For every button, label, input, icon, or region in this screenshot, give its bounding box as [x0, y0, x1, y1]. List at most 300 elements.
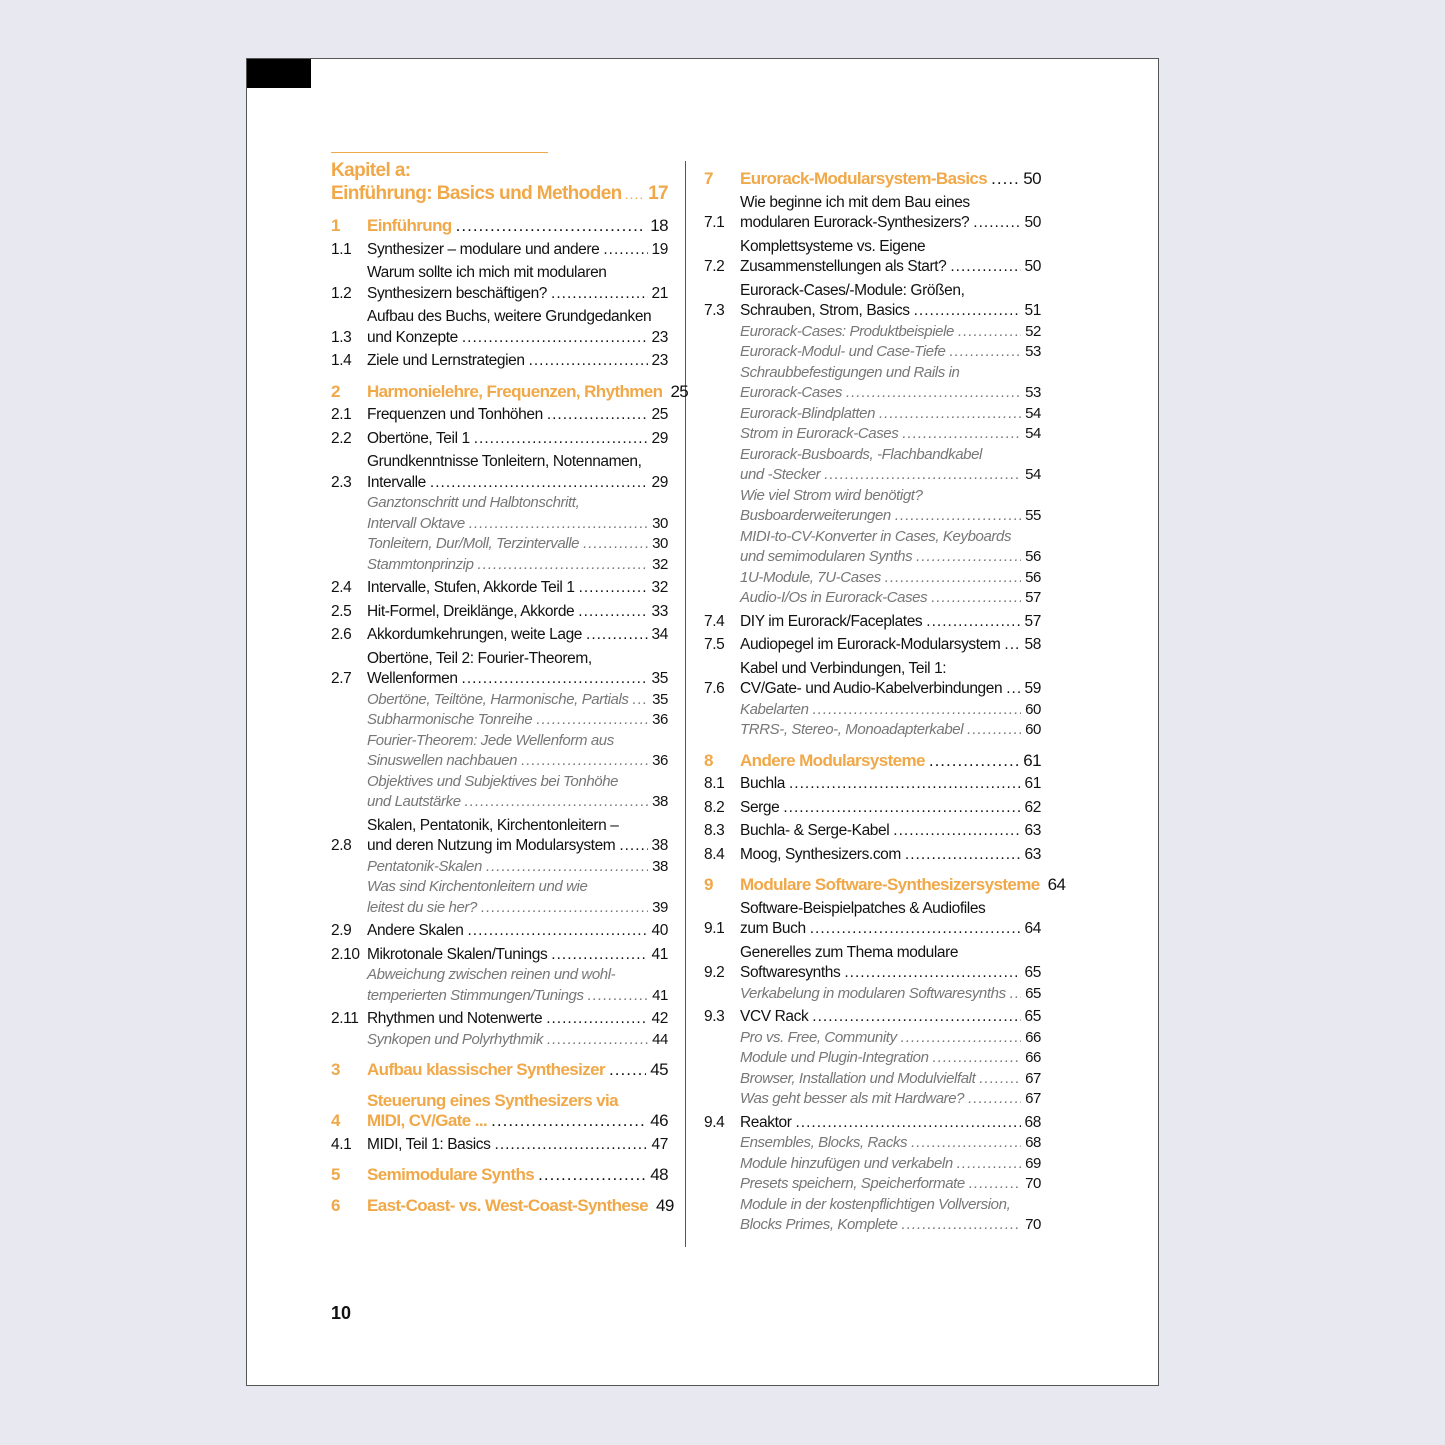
toc-entry-number: 2.10: [331, 945, 360, 963]
dot-leader: [957, 1154, 1021, 1175]
toc-entry-page: 60: [1025, 700, 1041, 718]
toc-entry-page: 66: [1025, 1049, 1041, 1066]
dot-leader: [968, 1089, 1021, 1110]
toc-entry: [704, 342, 1041, 363]
toc-entry: [704, 1028, 1041, 1049]
toc-entry-page: 50: [1024, 214, 1041, 231]
dot-leader: [547, 1030, 648, 1051]
toc-entry: [704, 720, 1041, 741]
toc-entry: [704, 798, 1041, 819]
toc-entry-page: 29: [651, 473, 668, 491]
toc-entry-title: und semimodularen Synths: [740, 548, 913, 565]
dot-leader: [495, 1135, 648, 1156]
toc-entry-title: Module in der kostenpflichtigen Vollversion,: [740, 1195, 1011, 1213]
toc-entry-page: 56: [1025, 548, 1041, 565]
dot-leader: [538, 1165, 646, 1186]
toc-entry-title: Eurorack-Modul- und Case-Tiefe: [740, 343, 946, 360]
toc-entry-title: Kabelarten: [740, 700, 809, 718]
dot-leader: [846, 383, 1021, 404]
dot-leader: [901, 1028, 1021, 1049]
toc-entry-number: 7.5: [704, 636, 725, 653]
toc-entry-number: 9.1: [704, 920, 725, 937]
toc-entry-page: 41: [652, 986, 668, 1004]
toc-entry: [704, 322, 1041, 343]
toc-entry: [331, 877, 668, 918]
dot-leader: [916, 547, 1021, 568]
toc-entry-title: Einführung: [367, 216, 452, 235]
toc-entry-number: 9.2: [704, 964, 725, 981]
toc-entry-number: 4: [331, 1111, 340, 1130]
toc-entry-page: 46: [650, 1111, 668, 1130]
dot-leader: [824, 465, 1021, 486]
toc-entry-number: 7: [704, 169, 713, 188]
toc-entry-number: 2.5: [331, 602, 352, 620]
toc-entry-page: 66: [1025, 1028, 1041, 1046]
dot-leader: [469, 514, 648, 535]
toc-entry-title: Harmonielehre, Frequenzen, Rhythmen: [367, 381, 663, 401]
dot-leader: [579, 578, 648, 599]
toc-left-entries: [331, 216, 689, 1216]
dot-leader: [456, 216, 647, 237]
toc-entry-page: 65: [1024, 964, 1041, 981]
toc-entry: [704, 588, 1041, 609]
toc-entry-page: 54: [1025, 466, 1041, 483]
dot-leader: [969, 1174, 1021, 1195]
toc-entry: [331, 405, 668, 426]
toc-entry-title: Modulare Software-Synthesizersysteme: [740, 875, 1040, 894]
toc-entry-page: 21: [651, 284, 668, 302]
toc-entry-title: Generelles zum Thema modulare: [740, 943, 959, 961]
toc-entry-title: MIDI, CV/Gate ...: [367, 1111, 488, 1130]
toc-entry-page: 62: [1024, 798, 1041, 816]
toc-entry-title: und -Stecker: [740, 466, 821, 483]
dot-leader: [926, 612, 1020, 633]
toc-entry-title: Steuerung eines Synthesizers via: [367, 1090, 619, 1110]
toc-entry-title: Aufbau klassischer Synthesizer: [367, 1060, 606, 1079]
toc-entry-page: 48: [650, 1165, 668, 1184]
toc-entry-number: 8.2: [704, 798, 725, 816]
toc-entry-title: Semimodulare Synths: [367, 1165, 535, 1184]
toc-entry-title: Eurorack-Cases: [740, 384, 842, 401]
dot-leader: [958, 322, 1021, 343]
toc-entry: [704, 774, 1041, 795]
page-number: 10: [331, 1303, 352, 1323]
toc-entry: [704, 984, 1041, 1005]
toc-entry-title: Andere Skalen: [367, 922, 464, 939]
toc-entry-page: 50: [1024, 258, 1041, 275]
toc-entry-title: 1U-Module, 7U-Cases: [740, 568, 881, 586]
dot-leader: [950, 257, 1020, 278]
toc-entry-title: Eurorack-Cases/-Module: Größen,: [740, 281, 965, 299]
toc-entry: [331, 240, 668, 261]
toc-entry-number: 8.3: [704, 822, 725, 839]
toc-entry-page: 36: [652, 752, 668, 769]
toc-entry: [704, 169, 1041, 190]
toc-entry: [704, 635, 1041, 656]
toc-entry-page: 50: [1023, 169, 1041, 188]
toc-entry-page: 45: [650, 1060, 668, 1079]
toc-entry: [331, 1165, 668, 1186]
toc-entry-page: 42: [651, 1010, 668, 1027]
chapter-heading-line2: Einführung: Basics und Methoden: [331, 183, 622, 204]
toc-entry-page: 69: [1025, 1154, 1041, 1172]
toc-entry-title: Was sind Kirchentonleitern und wie: [367, 878, 588, 895]
toc-entry-title: Module und Plugin-Integration: [740, 1049, 929, 1066]
toc-entry-title: Eurorack-Blindplatten: [740, 404, 876, 422]
dot-leader: [583, 534, 648, 555]
toc-entry-title: Obertöne, Teil 1: [367, 429, 470, 447]
toc-entry: [331, 857, 668, 878]
toc-entry-number: 5: [331, 1165, 340, 1184]
toc-entry-title: Rhythmen und Notenwerte: [367, 1010, 543, 1027]
dot-leader: [586, 625, 648, 646]
dot-leader: [486, 857, 648, 878]
toc-entry-title: East-Coast- vs. West-Coast-Synthese: [367, 1195, 648, 1215]
toc-entry-title: Grundkenntnisse Tonleitern, Notennamen,: [367, 453, 642, 470]
toc-entry: [704, 700, 1041, 721]
dot-leader: [536, 710, 648, 731]
toc-entry-page: 64: [1024, 920, 1041, 937]
toc-entry-page: 70: [1025, 1216, 1041, 1233]
toc-entry-page: 65: [1025, 984, 1041, 1002]
toc-entry-title: Sinuswellen nachbauen: [367, 752, 518, 769]
dot-leader: [931, 588, 1021, 609]
toc-entry: [704, 612, 1041, 633]
chapter-heading-page: 17: [648, 183, 668, 204]
dot-leader: [619, 836, 647, 857]
dot-leader: [551, 284, 648, 305]
toc-entry-title: MIDI, Teil 1: Basics: [367, 1135, 491, 1153]
toc-entry-page: 64: [1047, 875, 1066, 894]
toc-entry-number: 1.4: [331, 352, 352, 369]
toc-entry-title: Fourier-Theorem: Jede Wellenform aus: [367, 731, 614, 749]
toc-entry-title: Wellenformen: [367, 670, 458, 687]
dot-leader: [795, 1113, 1020, 1134]
toc-entry-title: Eurorack-Cases: Produktbeispiele: [740, 322, 954, 340]
toc-entry-title: Serge: [740, 798, 780, 816]
toc-entry-title: und deren Nutzung im Modularsystem: [367, 837, 616, 854]
toc-entry-title: Presets speichern, Speicherformate: [740, 1175, 965, 1192]
toc-entry: [331, 710, 668, 731]
toc-entry-page: 49: [656, 1195, 674, 1215]
toc-entry-title: Blocks Primes, Komplete: [740, 1216, 898, 1233]
toc-entry-title: Audio-I/Os in Eurorack-Cases: [740, 589, 928, 606]
toc-entry-page: 41: [651, 945, 668, 963]
toc-entry-page: 70: [1025, 1175, 1041, 1192]
dot-leader: [885, 568, 1021, 589]
toc-entry-title: Warum sollte ich mich mit modularen: [367, 264, 607, 281]
toc-entry-number: 2.9: [331, 922, 352, 939]
toc-left-column: [331, 159, 689, 1218]
toc-entry-page: 59: [1024, 680, 1041, 697]
dot-leader: [879, 404, 1021, 425]
toc-entry-page: 25: [670, 381, 689, 401]
dot-leader: [462, 669, 648, 690]
toc-entry-title: Verkabelung in modularen Softwaresynths: [740, 984, 1006, 1002]
toc-entry-page: 67: [1025, 1090, 1041, 1107]
toc-entry-title: Was geht besser als mit Hardware?: [740, 1090, 965, 1107]
toc-entry-number: 1: [331, 216, 340, 235]
toc-entry-page: 63: [1024, 822, 1041, 839]
toc-entry: [331, 1091, 668, 1132]
toc-entry-number: 2.7: [331, 670, 352, 687]
toc-entry-page: 32: [651, 579, 668, 596]
book-page: [246, 58, 1159, 1386]
dot-leader: [949, 342, 1021, 363]
toc-entry-page: 29: [651, 429, 668, 447]
toc-entry-page: 36: [652, 711, 668, 728]
toc-entry: [704, 237, 1041, 278]
toc-entry: [704, 1007, 1041, 1028]
dot-leader: [481, 898, 648, 919]
toc-entry-page: 35: [652, 690, 668, 708]
toc-entry-title: Aufbau des Buchs, weitere Grundgedanken: [367, 308, 652, 325]
dot-leader: [551, 945, 647, 966]
toc-entry-title: Obertöne, Teiltöne, Harmonische, Partials: [367, 690, 629, 708]
toc-entry-page: 68: [1024, 1113, 1041, 1131]
toc-entry-title: Abweichung zwischen reinen und wohl-: [367, 966, 616, 983]
dot-leader: [783, 798, 1020, 819]
dot-leader: [929, 751, 1019, 772]
toc-entry-page: 61: [1023, 750, 1041, 770]
dot-leader: [609, 1060, 646, 1081]
toc-entry: [331, 493, 668, 534]
toc-entry-title: Hit-Formel, Dreiklänge, Akkorde: [367, 602, 575, 620]
toc-entry: [331, 816, 668, 857]
toc-entry-title: Skalen, Pentatonik, Kirchentonleitern –: [367, 816, 619, 834]
toc-entry-title: VCV Rack: [740, 1008, 809, 1025]
toc-entry-title: Ganztonschritt und Halbtonschritt,: [367, 494, 580, 511]
toc-entry-number: 2: [331, 381, 340, 401]
dot-leader: [911, 1133, 1021, 1154]
toc-entry-title: Frequenzen und Tonhöhen: [367, 406, 543, 423]
toc-entry-page: 61: [1024, 775, 1041, 792]
toc-entry-number: 2.8: [331, 837, 352, 854]
toc-right-entries: [704, 169, 1066, 1236]
toc-entry: [704, 445, 1041, 486]
toc-entry-page: 54: [1025, 404, 1041, 422]
toc-entry-title: MIDI-to-CV-Konverter in Cases, Keyboards: [740, 527, 1012, 545]
dot-leader: [1010, 984, 1021, 1005]
toc-entry-page: 18: [650, 216, 668, 235]
toc-entry: [331, 1135, 668, 1156]
toc-entry-number: 9: [704, 875, 713, 894]
dot-leader: [547, 405, 648, 426]
toc-entry: [704, 1113, 1041, 1134]
toc-entry: [331, 1030, 668, 1051]
toc-entry-number: 1.3: [331, 328, 352, 346]
dot-leader: [812, 1007, 1020, 1028]
toc-entry-number: 2.4: [331, 579, 352, 596]
toc-entry-page: 60: [1025, 721, 1041, 738]
toc-entry-number: 9.3: [704, 1008, 725, 1025]
toc-entry: [331, 772, 668, 813]
toc-entry-page: 53: [1025, 384, 1041, 401]
toc-entry: [331, 649, 668, 690]
toc-entry: [704, 1195, 1041, 1236]
toc-entry-title: Intervalle, Stufen, Akkorde Teil 1: [367, 579, 575, 596]
dot-leader: [1006, 679, 1020, 700]
dot-leader: [478, 555, 648, 576]
dot-leader: [979, 1069, 1021, 1090]
toc-entry-number: 4.1: [331, 1135, 352, 1153]
toc-entry-page: 30: [652, 535, 668, 552]
dot-leader: [844, 963, 1020, 984]
toc-entry-page: 65: [1024, 1008, 1041, 1025]
toc-entry-title: und Lautstärke: [367, 793, 461, 810]
toc-entry-number: 6: [331, 1195, 340, 1215]
toc-entry-title: Zusammenstellungen als Start?: [740, 258, 947, 275]
dot-leader: [474, 429, 648, 450]
toc-entry-title: Wie beginne ich mit dem Bau eines: [740, 193, 970, 211]
dot-leader: [430, 473, 648, 494]
toc-entry-page: 32: [652, 555, 668, 573]
toc-entry: [704, 193, 1041, 234]
dot-leader: [902, 424, 1021, 445]
toc-entry: [331, 429, 668, 450]
toc-entry-title: temperierten Stimmungen/Tunings: [367, 986, 584, 1004]
dot-leader: [467, 921, 647, 942]
toc-entry: [331, 1060, 668, 1081]
toc-entry-title: Intervalle: [367, 473, 426, 491]
toc-entry: [704, 1089, 1041, 1110]
toc-entry: [704, 568, 1041, 589]
toc-entry-title: Pro vs. Free, Community: [740, 1028, 897, 1046]
toc-entry-page: 68: [1025, 1134, 1041, 1151]
dot-leader: [529, 351, 648, 372]
toc-entry-title: Synthesizer – modulare und andere: [367, 240, 600, 258]
toc-entry-page: 40: [651, 922, 668, 939]
toc-entry: [331, 216, 668, 237]
toc-entry-title: Busboarderweiterungen: [740, 507, 891, 524]
toc-entry-number: 2.2: [331, 429, 352, 447]
column-divider: [685, 161, 686, 1247]
toc-entry: [704, 751, 1041, 772]
toc-entry-number: 2.1: [331, 406, 352, 423]
toc-entry-title: Stammtonprinzip: [367, 555, 474, 573]
chapter-heading: [331, 159, 668, 206]
toc-entry-title: Moog, Synthesizers.com: [740, 845, 901, 863]
toc-entry: [704, 1133, 1041, 1154]
toc-entry: [704, 1069, 1041, 1090]
toc-entry-title: Synkopen und Polyrhythmik: [367, 1030, 543, 1048]
toc-entry-title: Andere Modularsysteme: [740, 750, 925, 770]
toc-entry-title: Buchla- & Serge-Kabel: [740, 822, 890, 839]
toc-entry-title: Pentatonik-Skalen: [367, 857, 482, 875]
dot-leader: [902, 1215, 1021, 1236]
toc-entry: [704, 363, 1041, 404]
toc-entry-title: und Konzepte: [367, 328, 458, 346]
toc-entry-number: 2.11: [331, 1010, 359, 1027]
toc-entry-number: 1.2: [331, 284, 352, 302]
toc-entry-title: Schraubbefestigungen und Rails in: [740, 363, 960, 381]
toc-entry-title: Objektives und Subjektives bei Tonhöhe: [367, 772, 619, 790]
toc-entry: [704, 1154, 1041, 1175]
toc-entry-page: 25: [651, 406, 668, 423]
toc-entry-page: 30: [652, 514, 668, 532]
dot-leader: [521, 751, 648, 772]
dot-leader: [578, 602, 647, 623]
toc-entry-title: Komplettsysteme vs. Eigene: [740, 237, 926, 255]
toc-entry: [331, 690, 668, 711]
toc-entry: [331, 945, 668, 966]
toc-entry: [331, 602, 668, 623]
toc-entry-number: 7.4: [704, 612, 725, 630]
toc-entry: [704, 1174, 1041, 1195]
toc-entry-title: Synthesizern beschäftigen?: [367, 284, 548, 302]
toc-entry: [331, 351, 668, 372]
toc-entry: [704, 424, 1041, 445]
toc-entry-page: 53: [1025, 343, 1041, 360]
toc-entry-number: 2.3: [331, 473, 352, 491]
toc-entry-page: 67: [1025, 1069, 1041, 1087]
toc-entry-title: Schrauben, Strom, Basics: [740, 302, 910, 319]
dot-leader: [893, 821, 1020, 842]
toc-entry-title: CV/Gate- und Audio-Kabelverbindungen: [740, 680, 1003, 697]
toc-entry: [331, 731, 668, 772]
toc-entry: [331, 921, 668, 942]
toc-entry: [704, 404, 1041, 425]
toc-entry-page: 47: [651, 1135, 668, 1153]
toc-entry-title: Software-Beispielpatches & Audiofiles: [740, 899, 986, 917]
toc-entry-page: 39: [652, 898, 668, 916]
dot-leader: [633, 690, 648, 711]
dot-leader: [967, 720, 1021, 741]
toc-entry-title: Ziele und Lernstrategien: [367, 352, 525, 369]
toc-entry: [704, 875, 1066, 896]
toc-entry-title: Eurorack-Modularsystem-Basics: [740, 169, 988, 188]
toc-entry-title: zum Buch: [740, 920, 806, 937]
dot-leader: [933, 1048, 1021, 1069]
toc-entry: [704, 1048, 1041, 1069]
toc-entry-title: Kabel und Verbindungen, Teil 1:: [740, 659, 947, 677]
toc-entry-page: 19: [651, 240, 668, 258]
toc-entry-page: 38: [652, 793, 668, 810]
toc-entry: [331, 307, 668, 348]
toc-entry: [704, 486, 1041, 527]
toc-entry-title: Browser, Installation und Modulvielfalt: [740, 1069, 976, 1087]
toc-entry-title: Reaktor: [740, 1113, 792, 1131]
toc-entry-number: 8.1: [704, 775, 725, 792]
toc-entry: [331, 1195, 674, 1217]
dot-leader: [905, 845, 1021, 866]
toc-entry-page: 55: [1025, 507, 1041, 524]
toc-entry-number: 1.1: [331, 240, 352, 258]
dot-leader: [991, 169, 1019, 190]
toc-entry-number: 7.2: [704, 258, 725, 275]
toc-entry-title: Obertöne, Teil 2: Fourier-Theorem,: [367, 649, 592, 667]
dot-leader: [465, 792, 648, 813]
toc-entry: [331, 263, 668, 304]
toc-entry-page: 23: [651, 328, 668, 346]
dot-leader: [1004, 635, 1020, 656]
toc-entry-title: Akkordumkehrungen, weite Lage: [367, 626, 583, 643]
toc-entry-page: 52: [1025, 322, 1041, 340]
toc-entry: [331, 965, 668, 1006]
toc-entry-title: Buchla: [740, 775, 785, 792]
toc-entry-title: Subharmonische Tonreihe: [367, 711, 533, 728]
toc-entry-title: Tonleitern, Dur/Moll, Terzintervalle: [367, 535, 580, 552]
black-tab-marker: [247, 59, 311, 88]
toc-entry-number: 2.6: [331, 626, 352, 643]
dot-leader: [588, 986, 648, 1007]
toc-entry: [331, 625, 668, 646]
toc-entry: [704, 845, 1041, 866]
toc-entry: [704, 821, 1041, 842]
toc-entry-title: Audiopegel im Eurorack-Modularsystem: [740, 636, 1001, 653]
toc-entry-title: Module hinzufügen und verkabeln: [740, 1154, 953, 1172]
toc-entry-page: 57: [1025, 589, 1041, 606]
